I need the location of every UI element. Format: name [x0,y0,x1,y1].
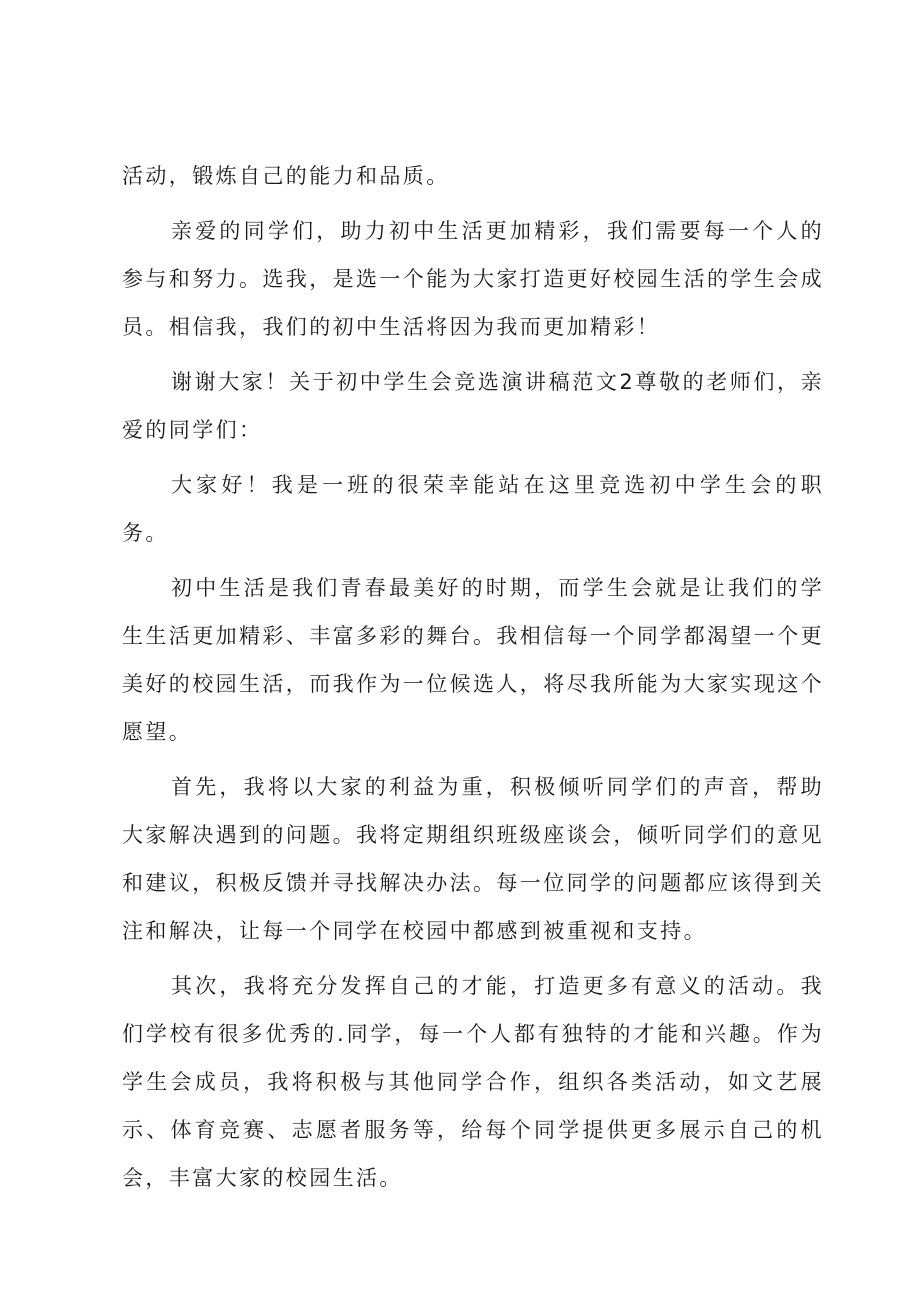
paragraph-first-point: 首先，我将以大家的利益为重，积极倾听同学们的声音，帮助大家解决遇到的问题。我将定期组织班级座谈会，倾听同学们的意见和建议，积极反馈并寻找解决办法。每一位同学的问题都应该得到关注和解决，让每一个同学在校园中都感到被重视和支持。 [122,775,824,943]
document-body [122,152,824,1202]
paragraph-intro: 大家好！我是一班的很荣幸能站在这里竞选初中学生会的职务。 [122,473,824,545]
paragraph-continuation: 活动，锻炼自己的能力和品质。 [122,164,450,188]
paragraph-student-life: 初中生活是我们青春最美好的时期，而学生会就是让我们的学生生活更加精彩、丰富多彩的舞台。我相信每一个同学都渴望一个更美好的校园生活，而我作为一位候选人，将尽我所能为大家实现这个愿望。 [122,576,824,744]
paragraph-second-point: 其次，我将充分发挥自己的才能，打造更多有意义的活动。我们学校有很多优秀的.同学，每一个人都有独特的才能和兴趣。作为学生会成员，我将积极与其他同学合作，组织各类活动，如文艺展示、体育竞赛、志愿者服务等，给每个同学提供更多展示自己的机会，丰富大家的校园生活。 [122,974,824,1190]
paragraph-appeal: 亲爱的同学们，助力初中生活更加精彩，我们需要每一个人的参与和努力。选我，是选一个能为大家打造更好校园生活的学生会成员。相信我，我们的初中生活将因为我而更加精彩！ [122,219,824,339]
paragraph-thanks-greeting: 谢谢大家！关于初中学生会竞选演讲稿范文2尊敬的老师们，亲爱的同学们： [122,370,824,442]
